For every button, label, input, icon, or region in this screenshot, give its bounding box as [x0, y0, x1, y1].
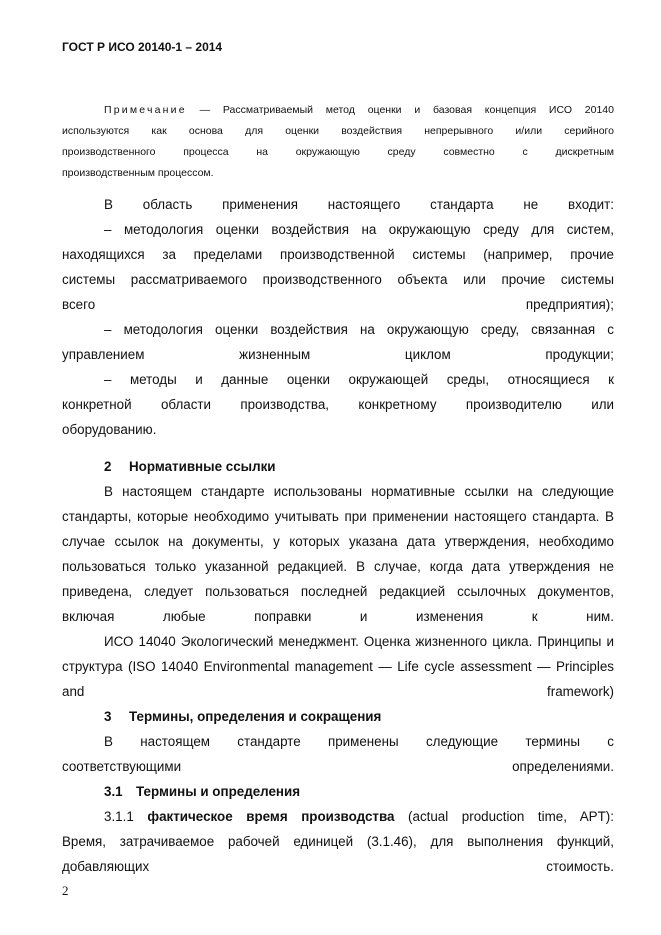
scope-item-3-line-1: – методы и данные оценки окружающей среды, относящиеся к [104, 372, 614, 387]
note-line-3: производственного процесса на окружающую среду совместно с дискретным [62, 146, 614, 158]
section-2-para-line-6: включая любые поправки и изменения к ним. [62, 609, 614, 624]
section-2-para-line-3: случае ссылок на документы, у которых указана дата утверждения, необходимо [62, 534, 614, 549]
page-body [62, 100, 614, 879]
section-3-para-line-2: соответствующими определениями. [62, 759, 614, 774]
section-2-ref-line-3: and framework) [62, 684, 614, 699]
term-english: (actual production time, APT): [408, 809, 614, 824]
section-3-heading: 3 Термины, определения и сокращения [104, 709, 382, 724]
note-line-1: Примечание — Рассматриваемый метод оценки и базовая концепция ИСО 20140 [104, 104, 614, 116]
note-label: Примечание [104, 104, 187, 116]
document-header: ГОСТ Р ИСО 20140-1 – 2014 [62, 40, 223, 54]
section-2-para-line-2: стандарты, которые необходимо учитывать при применении настоящего стандарта. В [62, 509, 614, 524]
section-2-para-line-1: В настоящем стандарте использованы нормативные ссылки на следующие [104, 484, 614, 499]
note-line-4: производственным процессом. [62, 167, 214, 179]
section-2-para-line-5: приведена, следует пользоваться последней редакцией ссылочных документов, [62, 584, 614, 599]
term-3-1-1-line-2: Время, затрачиваемое рабочей единицей (3.1.46), для выполнения функций, [62, 834, 614, 849]
term-3-1-1-line-1 [62, 804, 614, 829]
term-number: 3.1.1 [104, 809, 134, 824]
note-block [62, 100, 614, 184]
term-name: фактическое время производства [147, 809, 395, 824]
scope-item-3-line-2: конкретной области производства, конкретному производителю или [62, 397, 614, 412]
section-2-para-line-4: пользоваться только указанной редакцией. В случае, когда дата утверждения не [62, 559, 614, 574]
section-2-heading: 2 Нормативные ссылки [104, 459, 276, 474]
scope-item-1-line-3: системы рассматриваемого производственного объекта или прочие системы [62, 272, 614, 287]
scope-item-1-line-2: находящихся за пределами производственной системы (например, прочие [62, 247, 614, 262]
section-3-para-line-1: В настоящем стандарте применены следующие термины с [104, 734, 614, 749]
scope-item-1-line-4: всего предприятия); [62, 297, 614, 312]
scope-item-2-line-1: – методология оценки воздействия на окружающую среду, связанная с [104, 322, 614, 337]
section-2-ref-line-1: ИСО 14040 Экологический менеджмент. Оценка жизненного цикла. Принципы и [104, 634, 614, 649]
scope-item-3-line-3: оборудованию. [62, 422, 157, 437]
note-line-2: используются как основа для оценки воздействия непрерывного и/или серийного [62, 125, 614, 137]
section-3-1-heading: 3.1 Термины и определения [104, 784, 301, 799]
scope-intro: В область применения настоящего стандарта не входит: [104, 197, 614, 212]
term-3-1-1-line-3: добавляющих стоимость. [62, 859, 614, 874]
page-number: 2 [62, 883, 69, 898]
scope-item-1-line-1: – методология оценки воздействия на окружающую среду для систем, [104, 222, 614, 237]
scope-item-2-line-2: управлением жизненным циклом продукции; [62, 347, 614, 362]
section-2-ref-line-2: структура (ISO 14040 Environmental management — Life cycle assessment — Principles [62, 659, 614, 674]
